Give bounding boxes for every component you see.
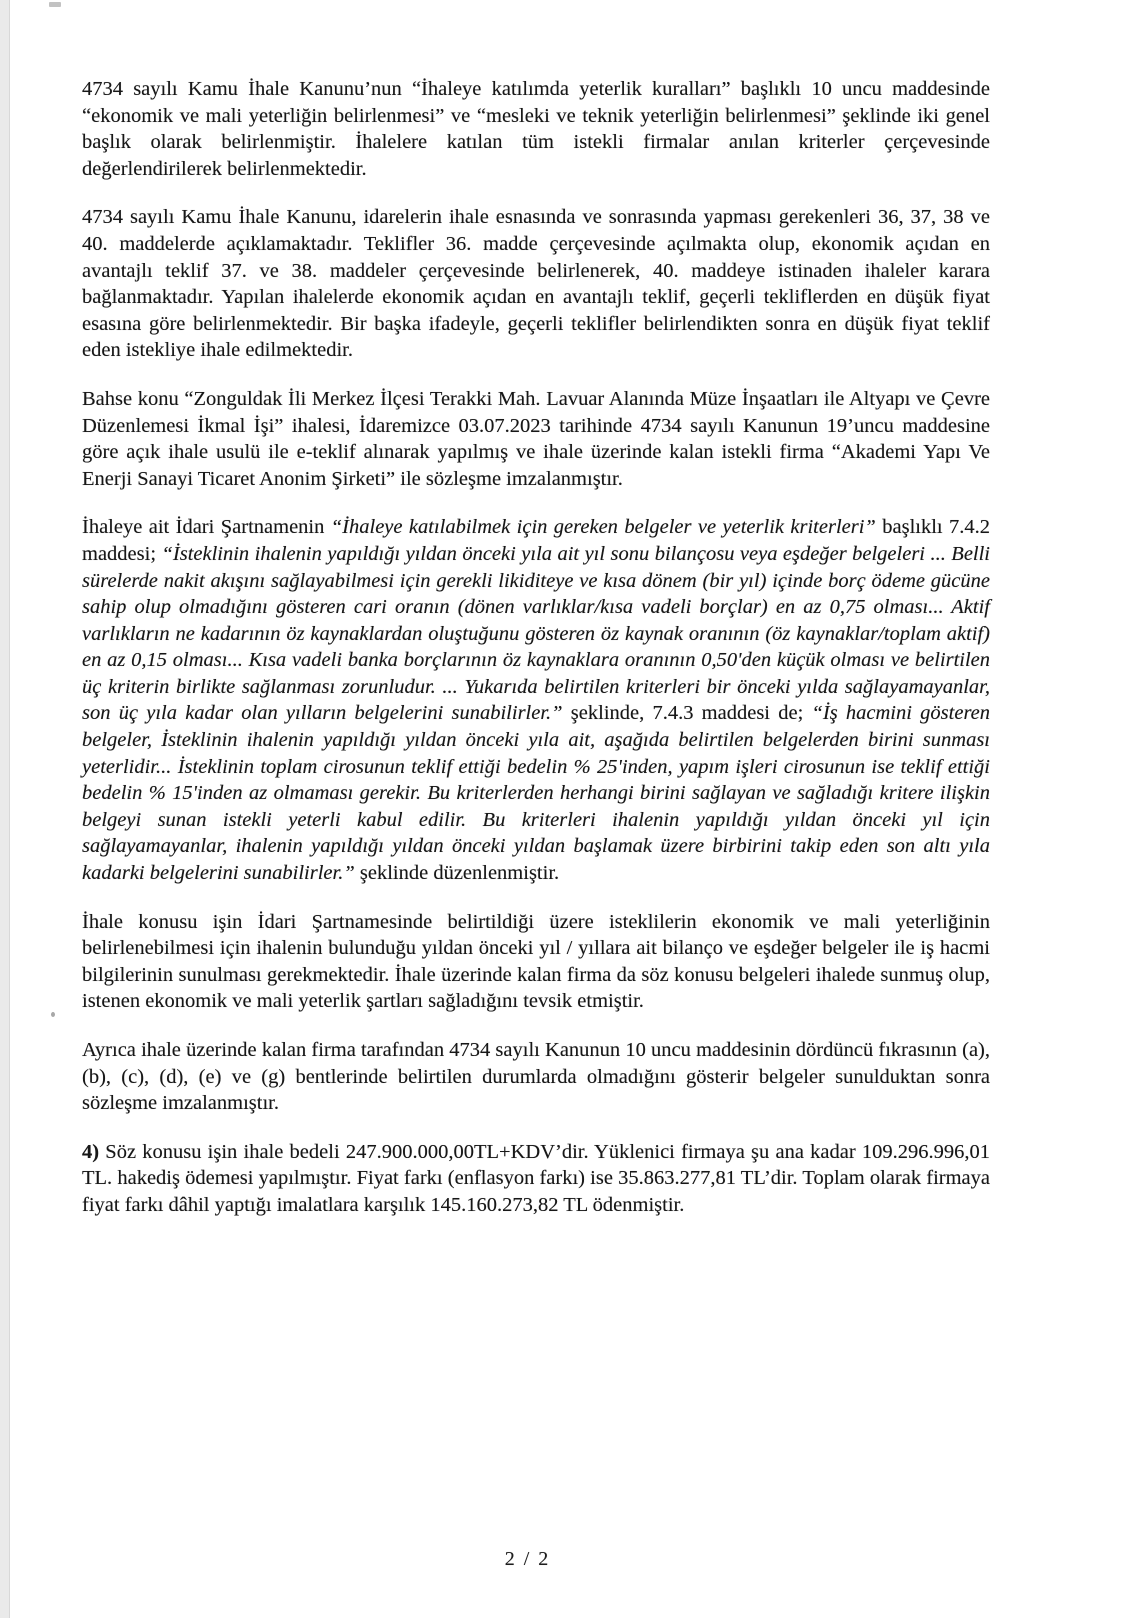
- scan-speck-artifact: [51, 1012, 55, 1017]
- paragraph-text: şeklinde düzenlenmiştir.: [354, 862, 560, 885]
- document-body: [82, 76, 990, 1241]
- paragraph-text: şeklinde, 7.4.3 maddesi de;: [562, 702, 812, 725]
- paragraph-article10-documents: [82, 1037, 990, 1117]
- quoted-text: “İsteklinin ihalenin yapıldığı yıldan önceki yıla ait yıl sonu bilançosu veya eşdeğer belgeleri ... Belli sürelerde nakit akışını sağlayabilmesi için gerekli likiditeye ve kısa dönem (bir yıl) içinde borç ödeme gücüne sahip olup olmadığını gösteren cari oranın (dönen varlıklar/kısa vadeli borçlar) en az 0,75 olması... Aktif varlıkların ne kadarının öz kaynaklardan oluştuğunu gösteren öz kaynak oranının (öz kaynaklar/toplam aktif) en az 0,15 olması... Kısa vadeli banka borçlarının öz kaynaklara oranının 0,50'den küçük olması ve belirtilen üç kriterin birlikte sağlanması zorunludur. ... Yukarıda belirtilen kriterleri bir önceki yılda sağlayamayanlar, son üç yıla kadar olan yılların belgelerini sunabilirler.”: [82, 542, 991, 725]
- quoted-text: “İş hacmini gösteren belgeler, İsteklinin ihalenin yapıldığı yıldan önceki yıla ait, aşağıda belirtilen belgelerden birini sunması yeterlidir... İsteklinin toplam cirosunun teklif ettiği bedelin % 25'inden, yapım işleri cirosunun ise teklif ettiği bedelin % 15'inden az olmaması gerekir. Bu kriterlerden herhangi birini sağlayan ve sağladığı kritere ilişkin belgeyi sunan istekli yeterli kabul edilir. Bu kriterleri ihalenin yapıldığı yıldan önceki yıl için sağlayamayanlar, ihalenin yapıldığı yıldan önceki yıldan başlamak üzere birbirini takip eden son altı yıla kadarki belgelerini sunabilirler.”: [82, 702, 991, 885]
- page-number: 2 / 2: [504, 1548, 551, 1570]
- paragraph-text: Ayrıca ihale üzerinde kalan firma tarafından 4734 sayılı Kanunun 10 uncu maddesinin dördüncü fıkrasının (a), (b), (c), (d), (e) ve (g) bentlerinde belirtilen durumlarda olmadığını gösterir belgeler sunulduktan sonra sözleşme imzalanmıştır.: [82, 1039, 990, 1115]
- paragraph-procedure-articles: [82, 204, 990, 364]
- paragraph-text: 4734 sayılı Kamu İhale Kanunu, idarelerin ihale esnasında ve sonrasında yapması gerekenleri 36, 37, 38 ve 40. maddelerde açıklamaktadır. Teklifler 36. madde çerçevesinde açılmakta olup, ekonomik açıdan en avantajlı teklif 37. ve 38. maddeler çerçevesinde belirlenerek, 40. maddeye istinaden ihaleler karara bağlanmaktadır. Yapılan ihalelerde ekonomik açıdan en avantajlı teklif, geçerli tekliflerden en düşük fiyat esasına göre belirlenmektedir. Bir başka ifadeyle, geçerli teklifler belirlendikten sonra en düşük fiyat teklif eden istekliye ihale edilmektedir.: [82, 206, 990, 362]
- paragraph-text: İhale konusu işin İdari Şartnamesinde belirtildiği üzere isteklilerin ekonomik ve mali yeterliğinin belirlenebilmesi için ihalenin bulunduğu yıldan önceki yıl / yıllara ait bilanço ve eşdeğer belgeler ile iş hacmi bilgilerinin sunulması gerekmektedir. İhale üzerinde kalan firma da söz konusu belgeleri ihalede sunmuş olup, istenen ekonomik ve mali yeterlik şartları sağladığını tevsik etmiştir.: [82, 910, 990, 1013]
- paragraph-qualification-rules: [82, 76, 990, 182]
- scan-edge-artifact: [0, 0, 10, 1618]
- paragraph-text: başlıklı 7.4.2 maddesi;: [82, 516, 991, 565]
- paragraph-text: 4734 sayılı Kamu İhale Kanunu’nun “İhaleye katılımda yeterlik kuralları” başlıklı 10 uncu maddesinde “ekonomik ve mali yeterliğin belirlenmesi” ve “mesleki ve teknik yeterliğin belirlenmesi” şeklinde iki genel başlık olarak belirlenmiştir. İhalelere katılan tüm istekli firmalar anılan kriterler çerçevesinde değerlendirilerek belirlenmektedir.: [82, 78, 990, 180]
- paragraph-item4-payments: [82, 1139, 990, 1219]
- quoted-text: “İhaleye katılabilmek için gereken belgeler ve yeterlik kriterleri”: [330, 516, 876, 539]
- paragraph-specification-quote: [82, 514, 990, 886]
- paragraph-text: İhaleye ait İdari Şartnamenin: [82, 516, 331, 539]
- item-number: 4): [82, 1140, 100, 1163]
- scan-speck-artifact: [49, 2, 61, 7]
- paragraph-tender-award: [82, 386, 990, 492]
- paragraph-text: Bahse konu “Zonguldak İli Merkez İlçesi Terakki Mah. Lavuar Alanında Müze İnşaatları ile Altyapı ve Çevre Düzenlemesi İkmal İşi” ihalesi, İdaremizce 03.07.2023 tarihinde 4734 sayılı Kanunun 19’uncu maddesine göre açık ihale usulü ile e-teklif alınarak yapılmış ve ihale üzerinde kalan istekli firma “Akademi Yapı Ve Enerji Sanayi Ticaret Anonim Şirketi” ile sözleşme imzalanmıştır.: [82, 387, 990, 490]
- paragraph-economic-qualification: [82, 909, 990, 1015]
- paragraph-text: Söz konusu işin ihale bedeli 247.900.000,00TL+KDV’dir. Yüklenici firmaya şu ana kadar 109.296.996,01 TL. hakediş ödemesi yapılmıştır. Fiyat farkı (enflasyon farkı) ise 35.863.277,81 TL’dir. Toplam olarak firmaya fiyat farkı dâhil yaptığı imalatlara karşılık 145.160.273,82 TL ödenmiştir.: [82, 1140, 990, 1216]
